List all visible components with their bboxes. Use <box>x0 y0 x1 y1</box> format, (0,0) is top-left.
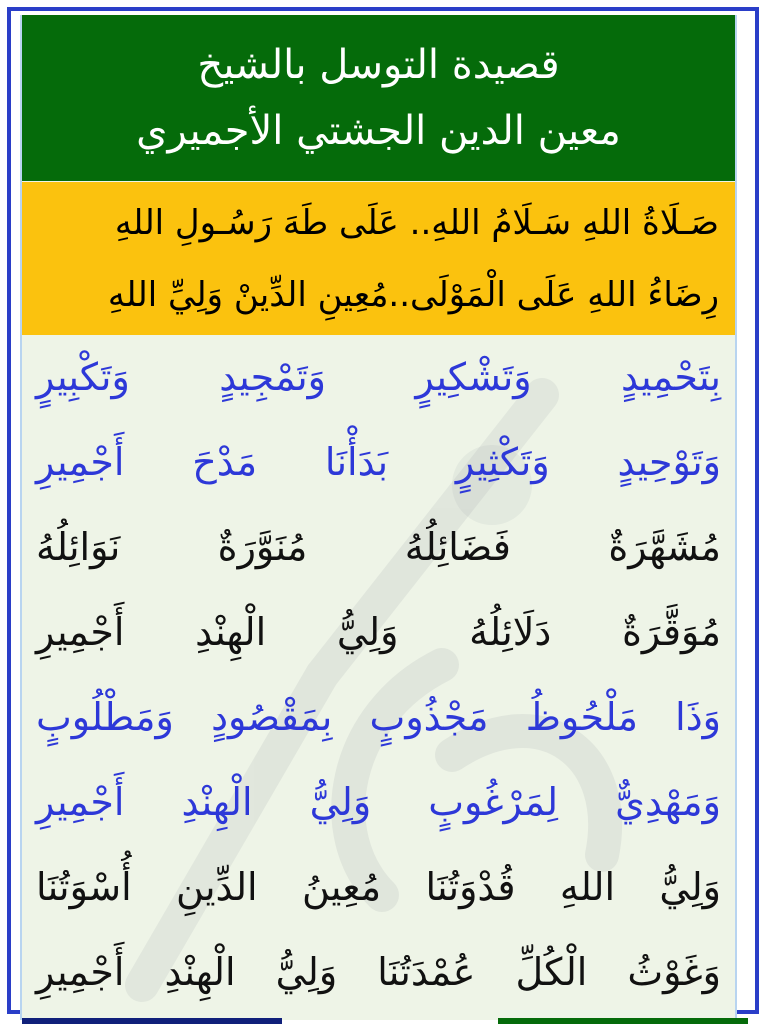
poem-verse-line: مُشَهَّرَةٌ فَضَائِلُهُ مُنَوَّرَةٌ نَوَائِلُهُ <box>36 525 721 569</box>
title-line-2: معين الدين الجشتي الأجميري <box>136 108 621 154</box>
poem-verse-line: بِتَحْمِيدٍ وَتَشْكِيرٍ وَتَمْجِيدٍ وَتَكْبِيرٍ <box>36 355 721 399</box>
poem-verse-line: وَلِيُّ اللهِ قُدْوَتُنَا مُعِينُ الدِّينِ أُسْوَتُنَا <box>36 865 721 909</box>
content-panel <box>20 15 737 1020</box>
poem-verse-line: وَذَا مَلْحُوظُ مَجْذُوبٍ بِمَقْصُودٍ وَمَطْلُوبٍ <box>36 695 721 739</box>
salawat-line-1: صَـلَاةُ اللهِ سَـلَامُ اللهِ.. عَلَى طَهَ رَسُـولِ اللهِ <box>114 202 719 243</box>
bottom-strip-left <box>22 1018 282 1024</box>
title-line-1: قصيدة التوسل بالشيخ <box>197 42 560 88</box>
bottom-strip-right <box>498 1018 748 1024</box>
poem-verse-line: وَمَهْدِيٌّ لِمَرْغُوبٍ وَلِيُّ الْهِنْدِ أَجْمِيرِ <box>36 780 721 824</box>
poem-verse-line: وَغَوْثُ الْكُلِّ عُمْدَتُنَا وَلِيُّ الْهِنْدِ أَجْمِيرِ <box>36 950 721 994</box>
title-box <box>22 15 735 181</box>
salawat-box <box>22 182 735 335</box>
poem-body <box>22 335 735 1015</box>
salawat-line-2: رِضَاءُ اللهِ عَلَى الْمَوْلَى..مُعِينِ الدِّينْ وَلِيِّ اللهِ <box>107 274 719 315</box>
poem-verse-line: وَتَوْحِيدٍ وَتَكْثِيرٍ بَدَأْنَا مَدْحَ أَجْمِيرِ <box>36 440 721 484</box>
poem-verse-line: مُوَقَّرَةٌ دَلَائِلُهُ وَلِيُّ الْهِنْدِ أَجْمِيرِ <box>36 610 721 654</box>
